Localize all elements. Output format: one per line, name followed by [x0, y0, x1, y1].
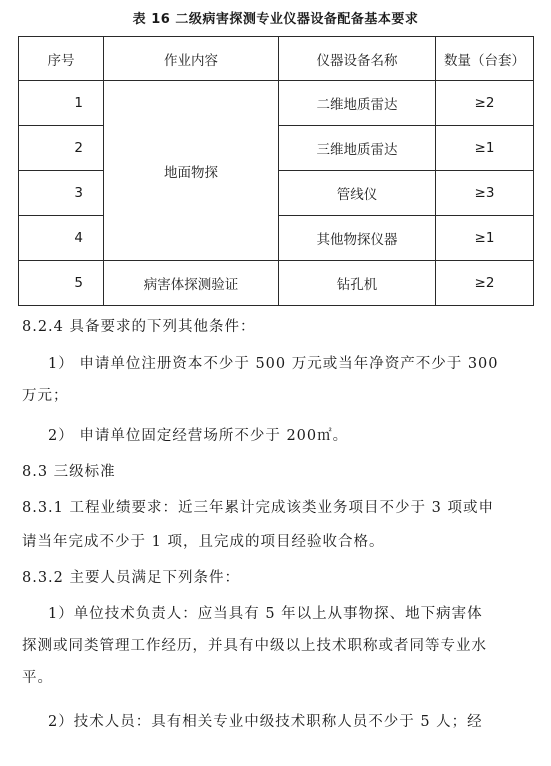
equipment-table	[18, 36, 534, 306]
table-row	[19, 81, 534, 126]
cell-qty: ≥1	[436, 216, 534, 261]
header-qty: 数量（台套）	[436, 37, 534, 81]
header-work: 作业内容	[104, 37, 279, 81]
table-header-row	[19, 37, 534, 81]
section-8-3-heading: 8.3 三级标准	[22, 464, 116, 480]
clause-8-3-2: 8.3.2 主要人员满足下列条件：	[22, 570, 241, 586]
cell-device: 其他物探仪器	[279, 216, 436, 261]
cell-device: 管线仪	[279, 171, 436, 216]
clause-8-3-2-item-1-end: 平。	[22, 670, 53, 686]
cell-qty: ≥2	[436, 261, 534, 306]
cell-work-verify: 病害体探测验证	[104, 261, 279, 306]
clause-8-2-4-item-1-cont: 万元；	[22, 388, 69, 404]
clause-8-2-4-item-1: 1） 申请单位注册资本不少于 500 万元或当年净资产不少于 300	[48, 356, 499, 372]
clause-8-2-4-item-2: 2） 申请单位固定经营场所不少于 200㎡。	[48, 428, 349, 444]
header-no: 序号	[19, 37, 104, 81]
clause-8-3-2-item-1: 1）单位技术负责人：应当具有 5 年以上从事物探、地下病害体	[48, 606, 483, 622]
cell-device: 钻孔机	[279, 261, 436, 306]
clause-8-3-1-cont: 请当年完成不少于 1 项，且完成的项目经验收合格。	[22, 534, 385, 550]
cell-qty: ≥3	[436, 171, 534, 216]
cell-device: 三维地质雷达	[279, 126, 436, 171]
cell-no: 4	[19, 216, 104, 261]
cell-device: 二维地质雷达	[279, 81, 436, 126]
cell-qty: ≥1	[436, 126, 534, 171]
clause-8-3-2-item-2: 2）技术人员：具有相关专业中级技术职称人员不少于 5 人；经	[48, 714, 483, 730]
header-device: 仪器设备名称	[279, 37, 436, 81]
cell-no: 3	[19, 171, 104, 216]
cell-no: 5	[19, 261, 104, 306]
table-row	[19, 261, 534, 306]
clause-8-3-2-item-1-cont: 探测或同类管理工作经历，并具有中级以上技术职称或者同等专业水	[22, 638, 487, 654]
cell-no: 2	[19, 126, 104, 171]
clause-8-3-1: 8.3.1 工程业绩要求：近三年累计完成该类业务项目不少于 3 项或申	[22, 500, 494, 516]
cell-no: 1	[19, 81, 104, 126]
cell-qty: ≥2	[436, 81, 534, 126]
clause-8-2-4: 8.2.4 具备要求的下列其他条件：	[22, 319, 256, 335]
cell-work-ground: 地面物探	[104, 81, 279, 261]
table-caption: 表 16 二级病害探测专业仪器设备配备基本要求	[132, 12, 419, 27]
